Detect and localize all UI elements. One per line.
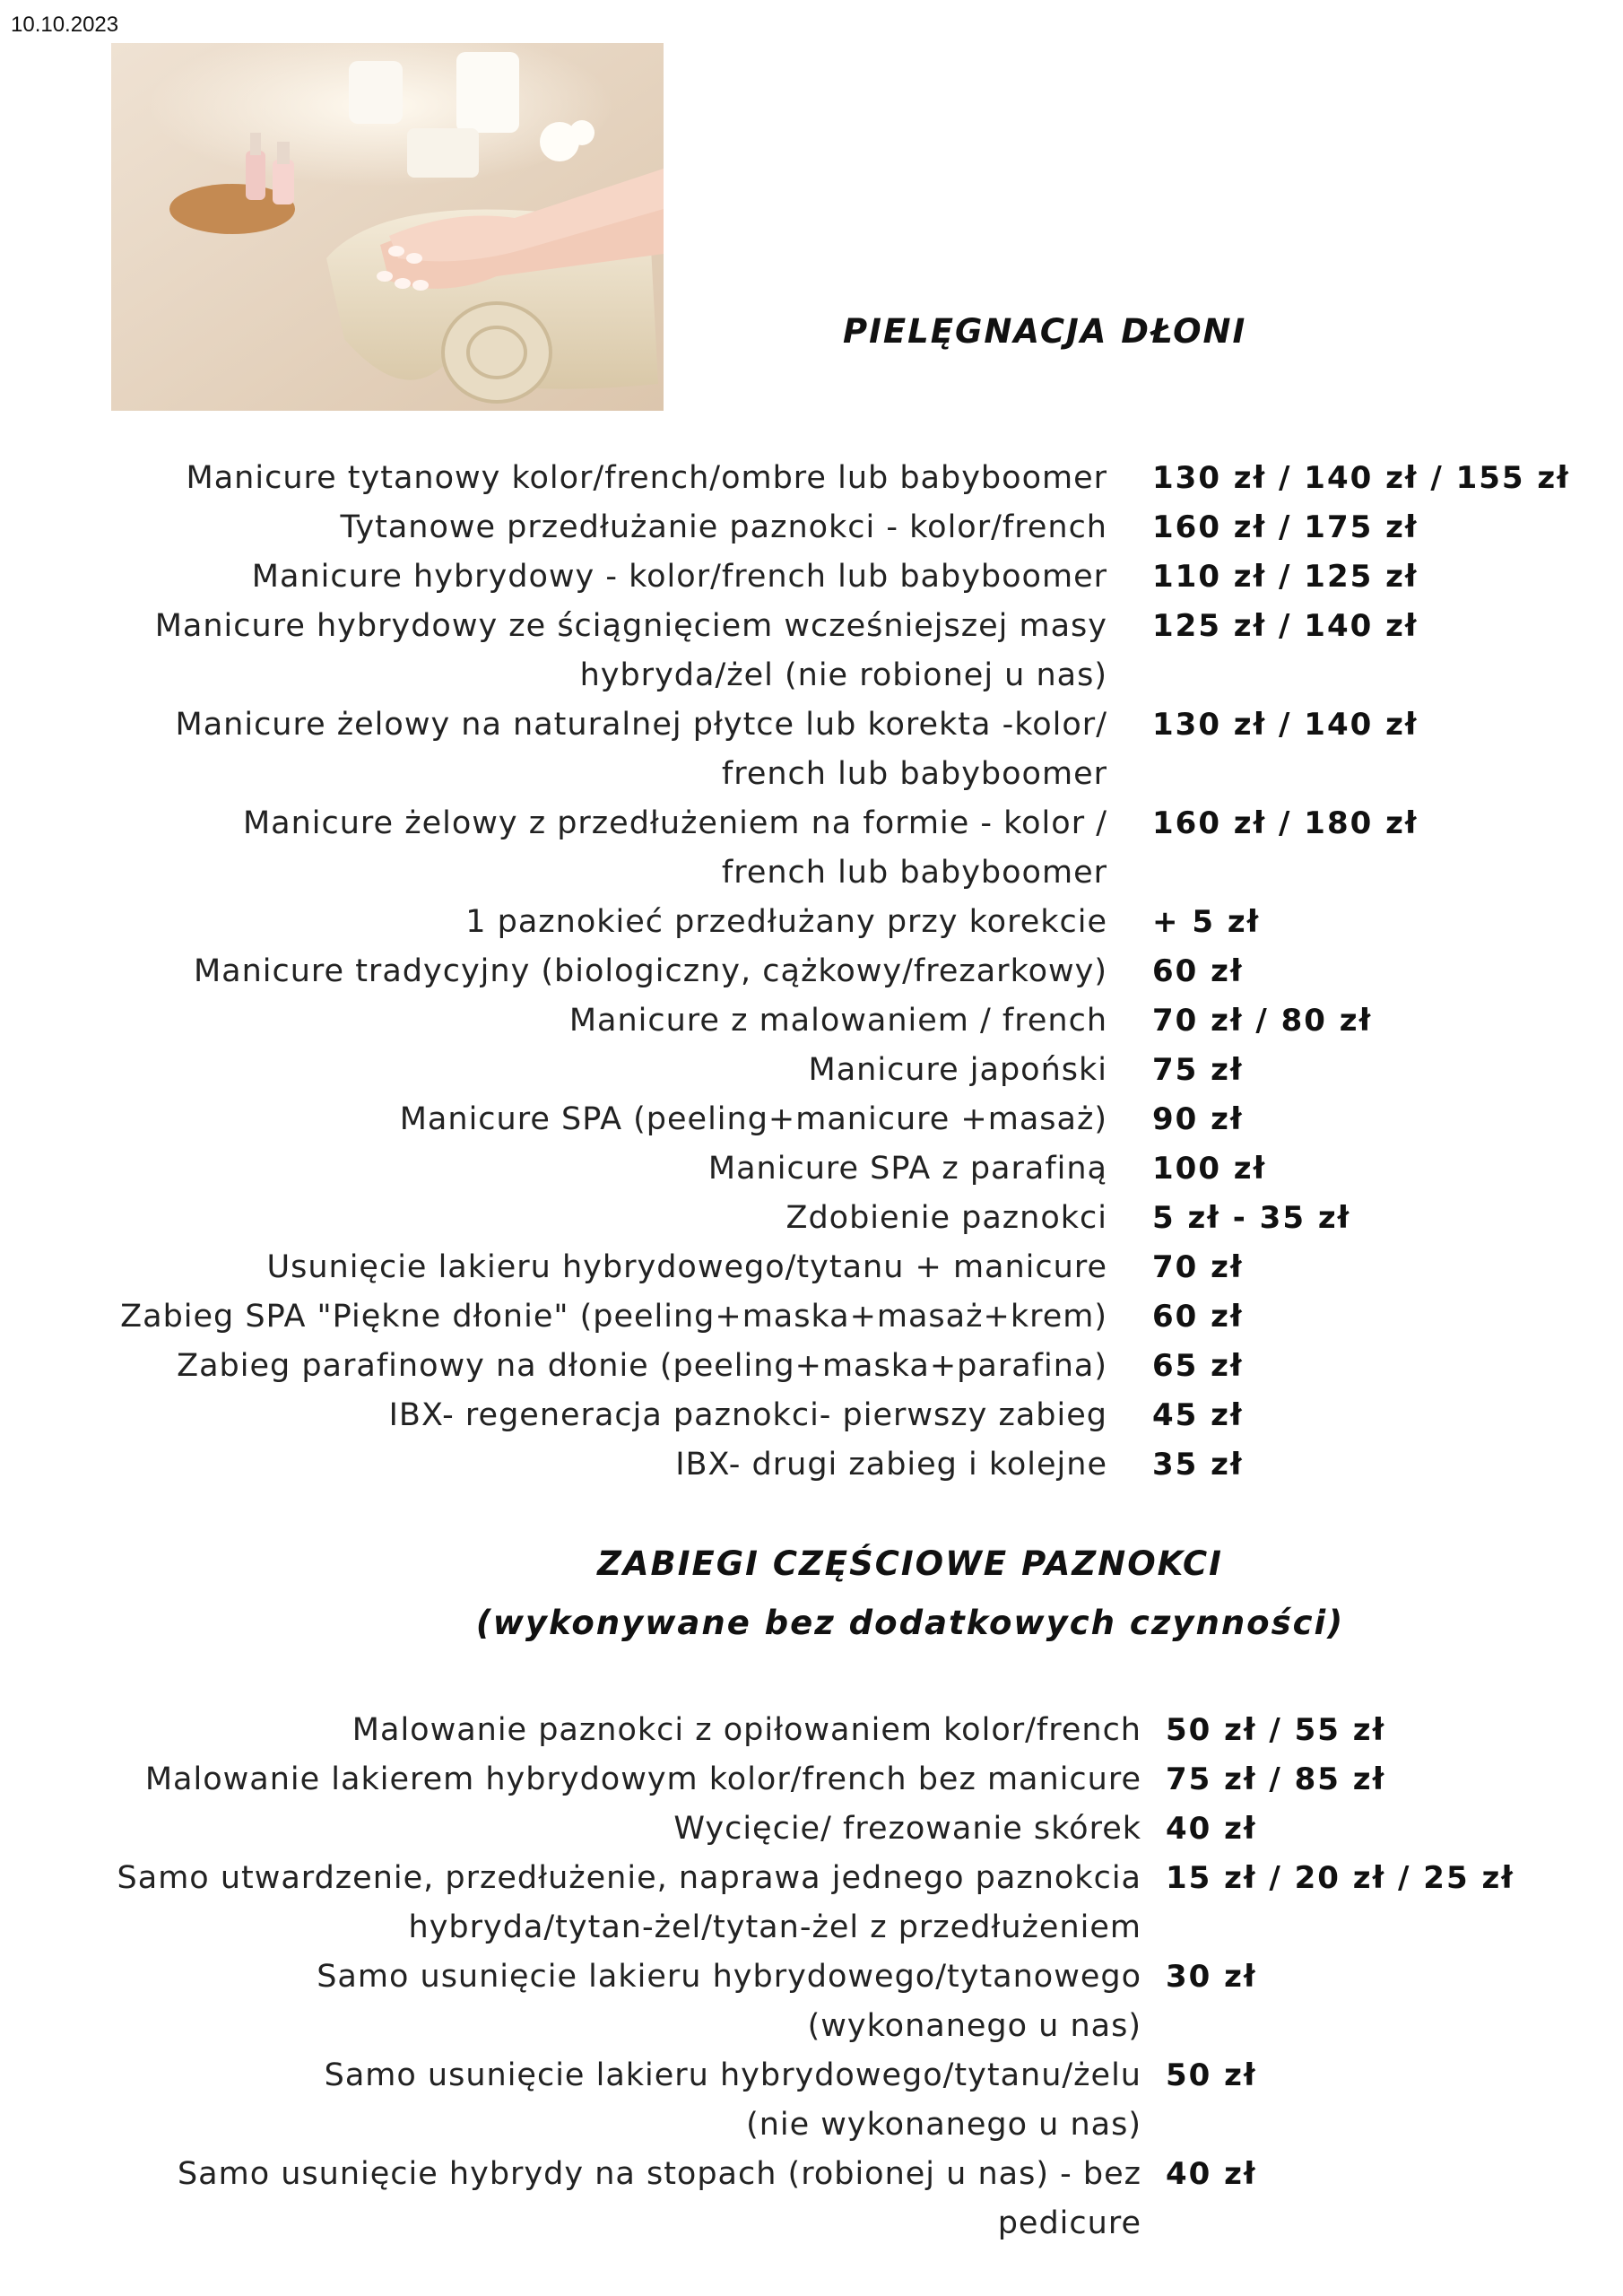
service-price: 65 zł [1152, 1348, 1244, 1384]
service-price: 130 zł / 140 zł [1152, 707, 1419, 743]
service-name: Manicure z malowaniem / french [568, 1003, 1107, 1039]
service-price: 60 zł [1152, 953, 1244, 989]
service-price: 100 zł [1152, 1151, 1267, 1187]
section-title-partial-treatments: ZABIEGI CZĘŚCIOWE PAZNOKCI [597, 1544, 1223, 1583]
service-name: Manicure japoński [808, 1052, 1107, 1088]
date-label: 10.10.2023 [11, 13, 119, 37]
service-name-line2: (nie wykonanego u nas) [746, 2107, 1141, 2143]
service-price: 40 zł [1166, 1811, 1257, 1847]
service-name: Samo usunięcie lakieru hybrydowego/tytanu/żelu [324, 2057, 1141, 2093]
service-price: + 5 zł [1152, 904, 1261, 940]
service-price: 70 zł [1152, 1249, 1244, 1285]
service-name: Manicure tytanowy kolor/french/ombre lub babyboomer [186, 460, 1107, 496]
service-price: 160 zł / 180 zł [1152, 805, 1419, 841]
service-name: Zabieg SPA "Piękne dłonie" (peeling+maska+masaż+krem) [120, 1299, 1107, 1335]
manicure-photo [111, 43, 664, 411]
service-name: Manicure SPA (peeling+manicure +masaż) [399, 1101, 1107, 1137]
service-name: Manicure hybrydowy - kolor/french lub babyboomer [251, 559, 1107, 595]
service-price: 45 zł [1152, 1397, 1244, 1433]
service-name: Manicure tradycyjny (biologiczny, cążkowy/frezarkowy) [193, 953, 1107, 989]
service-price: 75 zł [1152, 1052, 1244, 1088]
service-name: Manicure hybrydowy ze ściągnięciem wcześniejszej masy [154, 608, 1107, 644]
service-name: Manicure żelowy z przedłużeniem na formie - kolor / [242, 805, 1107, 841]
service-price: 75 zł / 85 zł [1166, 1761, 1386, 1797]
service-price: 40 zł [1166, 2156, 1257, 2192]
service-name: Malowanie paznokci z opiłowaniem kolor/french [352, 1712, 1141, 1748]
service-name: Samo usunięcie hybrydy na stopach (robionej u nas) - bez [177, 2156, 1141, 2192]
service-name-line2: french lub babyboomer [721, 855, 1107, 891]
service-price: 60 zł [1152, 1299, 1244, 1335]
service-price: 130 zł / 140 zł / 155 zł [1152, 460, 1570, 496]
section-subtitle: (wykonywane bez dodatkowych czynności) [475, 1604, 1345, 1642]
service-name: Zabieg parafinowy na dłonie (peeling+maska+parafina) [177, 1348, 1107, 1384]
service-name-line2: hybryda/tytan-żel/tytan-żel z przedłużeniem [408, 1909, 1141, 1945]
service-name: Malowanie lakierem hybrydowym kolor/french bez manicure [144, 1761, 1141, 1797]
service-price: 110 zł / 125 zł [1152, 559, 1419, 595]
service-price: 50 zł / 55 zł [1166, 1712, 1386, 1748]
service-price: 125 zł / 140 zł [1152, 608, 1419, 644]
service-price: 15 zł / 20 zł / 25 zł [1166, 1860, 1515, 1896]
service-name-line2: hybryda/żel (nie robionej u nas) [579, 657, 1107, 693]
service-price: 70 zł / 80 zł [1152, 1003, 1373, 1039]
service-price: 35 zł [1152, 1447, 1244, 1483]
service-name: Manicure żelowy na naturalnej płytce lub korekta -kolor/ [175, 707, 1107, 743]
service-name-line2: french lub babyboomer [721, 756, 1107, 792]
service-name: Samo utwardzenie, przedłużenie, naprawa jednego paznokcia [117, 1860, 1141, 1896]
service-name: IBX- regeneracja paznokci- pierwszy zabieg [388, 1397, 1107, 1433]
service-name: Samo usunięcie lakieru hybrydowego/tytanowego [317, 1959, 1141, 1995]
service-price: 90 zł [1152, 1101, 1244, 1137]
service-name: Zdobienie paznokci [785, 1200, 1107, 1236]
service-price: 50 zł [1166, 2057, 1257, 2093]
service-name-line2: pedicure [997, 2205, 1141, 2241]
section-title-hand-care: PIELĘGNACJA DŁONI [843, 312, 1247, 351]
service-price: 160 zł / 175 zł [1152, 509, 1419, 545]
service-price: 30 zł [1166, 1959, 1257, 1995]
service-name: Manicure SPA z parafiną [707, 1151, 1107, 1187]
service-name: Usunięcie lakieru hybrydowego/tytanu + manicure [266, 1249, 1107, 1285]
service-name: IBX- drugi zabieg i kolejne [675, 1447, 1107, 1483]
service-name: Tytanowe przedłużanie paznokci - kolor/french [340, 509, 1107, 545]
service-name-line2: (wykonanego u nas) [807, 2008, 1141, 2044]
service-name: Wycięcie/ frezowanie skórek [673, 1811, 1141, 1847]
service-name: 1 paznokieć przedłużany przy korekcie [465, 904, 1107, 940]
service-price: 5 zł - 35 zł [1152, 1200, 1351, 1236]
